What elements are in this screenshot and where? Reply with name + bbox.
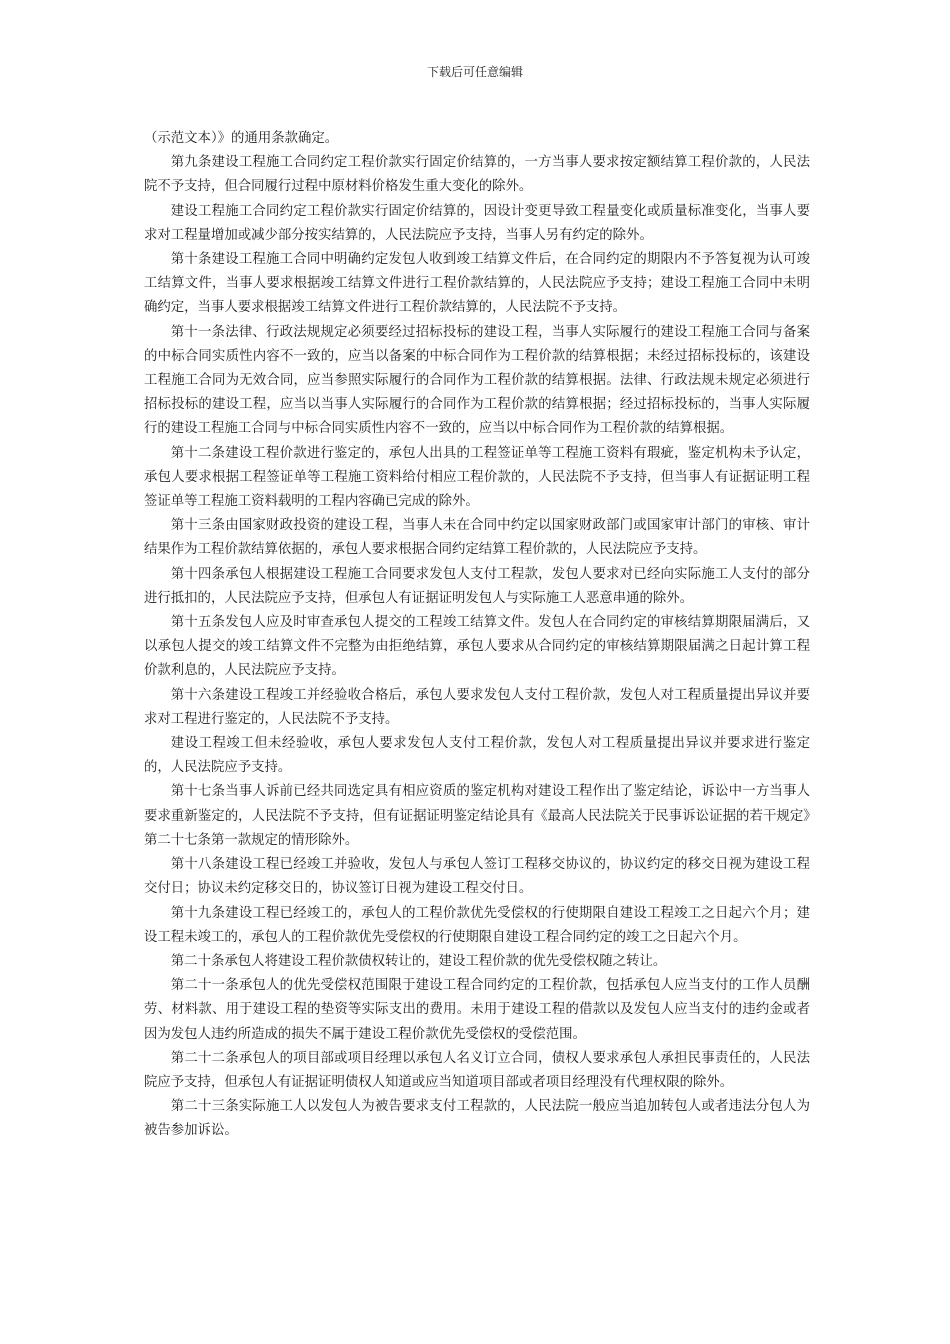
- paragraph: 第十三条由国家财政投资的建设工程，当事人未在合同中约定以国家财政部门或国家审计部门的审核、审计结果作为工程价款结算依据的，承包人要求根据合同约定结算工程价款的，人民法院应予支持。: [144, 518, 810, 558]
- paragraph: 第十九条建设工程已经竣工的，承包人的工程价款优先受偿权的行使期限自建设工程竣工之日起六个月；建设工程未竣工的，承包人的工程价款优先受偿权的行使期限自建设工程合同约定的竣工之日起六个月。: [144, 905, 810, 945]
- paragraph: 第十二条建设工程价款进行鉴定的，承包人出具的工程签证单等工程施工资料有瑕疵，鉴定机构未予认定，承包人要求根据工程签证单等工程施工资料给付相应工程价款的，人民法院不予支持，但当事人有证据证明工程签证单等工程施工资料载明的工程内容确已完成的除外。: [144, 445, 810, 510]
- paragraph: 第十一条法律、行政法规规定必须要经过招标投标的建设工程，当事人实际履行的建设工程施工合同与备案的中标合同实质性内容不一致的，应当以备案的中标合同作为工程价款的结算根据；未经过招标投标的，该建设工程施工合同为无效合同，应当参照实际履行的合同作为工程价款的结算根据。法律、行政法规未规定必须进行招标投标的建设工程，应当以当事人实际履行的合同作为工程价款的结算根据；经过招标投标的，当事人实际履行的建设工程施工合同与中标合同实质性内容不一致的，应当以中标合同作为工程价款的结算根据。: [144, 324, 810, 437]
- document-body: [144, 127, 810, 1144]
- paragraph: （示范文本）》的通用条款确定。: [144, 131, 339, 146]
- paragraph: 第十四条承包人根据建设工程施工合同要求发包人支付工程款，发包人要求对已经向实际施工人支付的部分进行抵扣的，人民法院应予支持，但承包人有证据证明发包人与实际施工人恶意串通的除外。: [144, 566, 810, 606]
- paragraph: 第十五条发包人应及时审查承包人提交的工程竣工结算文件。发包人在合同约定的审核结算期限届满后，又以承包人提交的竣工结算文件不完整为由拒绝结算，承包人要求从合同约定的审核结算期限届满之日起计算工程价款利息的，人民法院应予支持。: [144, 615, 810, 679]
- paragraph: 第九条建设工程施工合同约定工程价款实行固定价结算的，一方当事人要求按定额结算工程价款的，人民法院不予支持，但合同履行过程中原材料价格发生重大变化的除外。: [144, 155, 810, 195]
- paragraph: 第二十条承包人将建设工程价款债权转让的，建设工程价款的优先受偿权随之转让。: [170, 953, 667, 969]
- paragraph: 第二十二条承包人的项目部或项目经理以承包人名义订立合同，债权人要求承包人承担民事责任的，人民法院应予支持，但承包人有证据证明债权人知道或应当知道项目部或者项目经理没有代理权限的除外。: [144, 1050, 810, 1090]
- paragraph: 建设工程竣工但未经验收，承包人要求发包人支付工程价款，发包人对工程质量提出异议并要求进行鉴定的，人民法院应予支持。: [144, 736, 810, 776]
- paragraph: 第十八条建设工程已经竣工并验收，发包人与承包人签订工程移交协议的，协议约定的移交日视为建设工程交付日；协议未约定移交日的，协议签订日视为建设工程交付日。: [144, 857, 810, 897]
- paragraph: 第十条建设工程施工合同中明确约定发包人收到竣工结算文件后，在合同约定的期限内不予答复视为认可竣工结算文件，当事人要求根据竣工结算文件进行工程价款结算的，人民法院应予支持；建设工程施工合同中未明确约定，当事人要求根据竣工结算文件进行工程价款结算的，人民法院不予支持。: [144, 252, 810, 316]
- page-header: 下载后可任意编辑: [426, 65, 523, 79]
- paragraph: 第十七条当事人诉前已经共同选定具有相应资质的鉴定机构对建设工程作出了鉴定结论，诉讼中一方当事人要求重新鉴定的，人民法院不予支持，但有证据证明鉴定结论具有《最高人民法院关于民事诉讼证据的若干规定》第二十七条第一款规定的情形除外。: [144, 784, 810, 848]
- paragraph: 建设工程施工合同约定工程价款实行固定价结算的，因设计变更导致工程量变化或质量标准变化，当事人要求对工程量增加或减少部分按实结算的，人民法院应予支持，当事人另有约定的除外。: [144, 203, 810, 243]
- paragraph: 第二十三条实际施工人以发包人为被告要求支付工程款的，人民法院一般应当追加转包人或者违法分包人为被告参加诉讼。: [144, 1099, 810, 1139]
- paragraph: 第十六条建设工程竣工并经验收合格后，承包人要求发包人支付工程价款，发包人对工程质量提出异议并要求对工程进行鉴定的，人民法院不予支持。: [144, 687, 810, 727]
- paragraph: 第二十一条承包人的优先受偿权范围限于建设工程合同约定的工程价款，包括承包人应当支付的工作人员酬劳、材料款、用于建设工程的垫资等实际支出的费用。未用于建设工程的借款以及发包人应当支付的违约金或者因为发包人违约所造成的损失不属于建设工程价款优先受偿权的受偿范围。: [144, 978, 810, 1042]
